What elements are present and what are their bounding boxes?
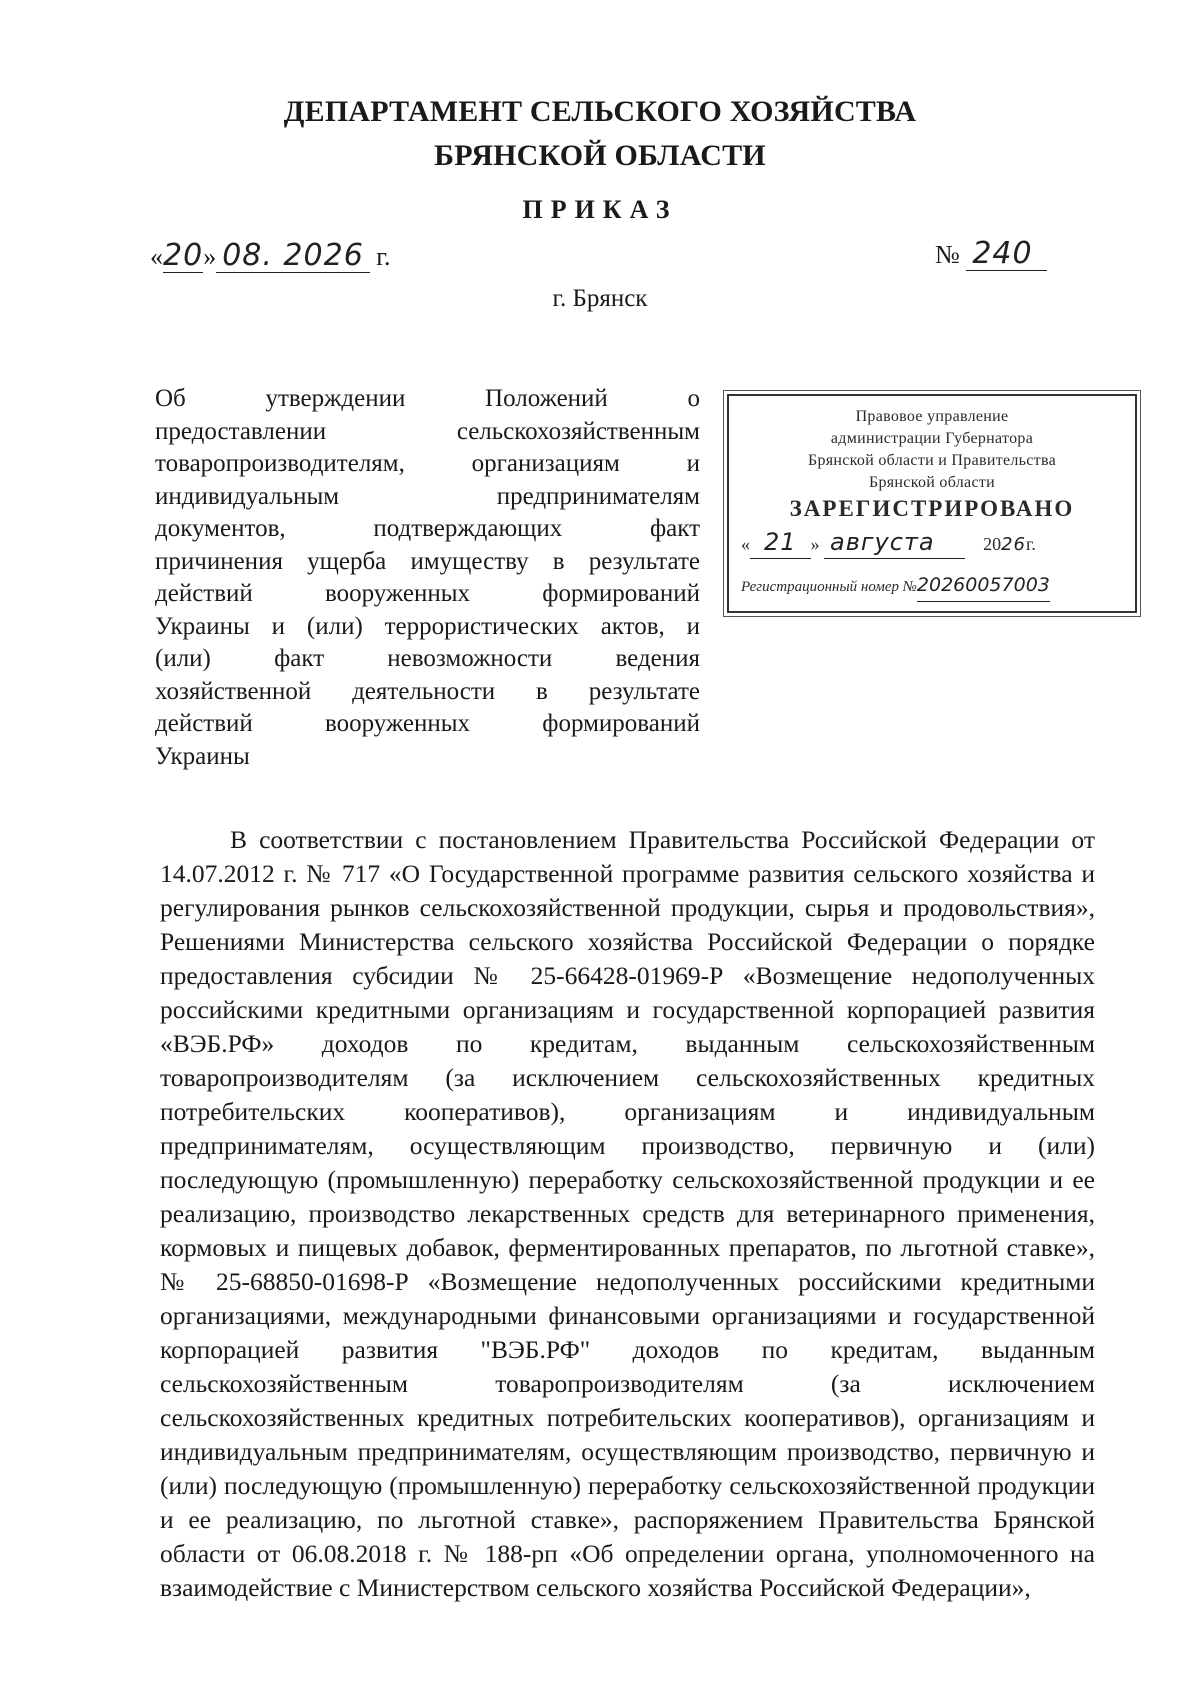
title-line: действий вооруженных формирований bbox=[155, 710, 700, 737]
stamp-date-year: 26 bbox=[1001, 534, 1026, 555]
stamp-date-suffix: г. bbox=[1026, 534, 1036, 554]
order-number bbox=[935, 238, 1047, 271]
document-type: ПРИКАЗ bbox=[522, 195, 678, 224]
title-line: товаропроизводителям, организациям и bbox=[155, 450, 700, 477]
date-day: 20 bbox=[163, 238, 204, 273]
stamp-reg-label: Регистрационный номер № bbox=[741, 579, 917, 595]
number-value: 240 bbox=[966, 238, 1046, 271]
date-suffix: г. bbox=[376, 242, 391, 271]
city: г. Брянск bbox=[552, 285, 648, 312]
stamp-status: ЗАРЕГИСТРИРОВАНО bbox=[789, 496, 1075, 521]
stamp-date-day: 21 bbox=[750, 526, 811, 559]
date-open-quote: « bbox=[150, 242, 163, 271]
stamp-organization bbox=[729, 406, 1135, 494]
title-line: Украины и (или) террористических актов, и bbox=[155, 612, 700, 640]
title-line: причинения ущерба имуществу в результате bbox=[155, 547, 700, 575]
stamp-org-line: Брянской области bbox=[868, 474, 996, 491]
title-line: индивидуальным предпринимателям bbox=[155, 482, 700, 510]
department-line-2: БРЯНСКОЙ ОБЛАСТИ bbox=[434, 139, 766, 172]
stamp-date-month: августа bbox=[824, 526, 965, 559]
title-line: хозяйственной деятельности в результате bbox=[155, 677, 700, 705]
stamp-date-close: » bbox=[810, 534, 820, 554]
number-prefix: № bbox=[935, 240, 960, 269]
stamp-org-line: администрации Губернатора bbox=[830, 430, 1034, 447]
stamp-date-year-prefix: 20 bbox=[983, 534, 1002, 554]
registration-stamp bbox=[727, 394, 1137, 613]
stamp-registration-number bbox=[729, 569, 1135, 602]
title-line: действий вооруженных формирований bbox=[155, 580, 700, 607]
date-month-year: 08. 2026 bbox=[216, 240, 370, 273]
title-line: (или) факт невозможности ведения bbox=[155, 645, 700, 672]
date-close-quote: » bbox=[203, 242, 217, 271]
title-line: Украины bbox=[155, 742, 250, 770]
title-line: предоставлении сельскохозяйственным bbox=[155, 417, 700, 445]
department-line-1: ДЕПАРТАМЕНТ СЕЛЬСКОГО ХОЗЯЙСТВА bbox=[283, 95, 917, 128]
order-date bbox=[150, 240, 391, 273]
order-title bbox=[155, 383, 700, 773]
title-line: документов, подтверждающих факт bbox=[155, 515, 700, 542]
title-line: Об утверждении Положений о bbox=[155, 385, 700, 412]
body-paragraph: В соответствии с постановлением Правительства Российской Федерации от 14.07.2012 г. № 717 «О Государственной программе развития сельского хозяйства и регулирования рынков сельскохозяйственной продукции, сырья и продовольствия», Решениями Министерства сельского хозяйства Российской Федерации о порядке предоставления субсидии № 25-66428-01969-Р «Возмещение недополученных российскими кредитными организациям и государственной корпорацией развития «ВЭБ.РФ» доходов по кредитам, выданным сельскохозяйственным товаропроизводителям (за исключением сельскохозяйственных кредитных потребительских кооперативов), организациям и индивидуальным предпринимателям, осуществляющим производство, первичную и (или) последующую (промышленную) переработку сельскохозяйственной продукции и ее реализацию, производство лекарственных средств для ветеринарного применения, кормовых и пищевых добавок, ферментированных препаратов, по льготной ставке», № 25-68850-01698-Р «Возмещение недополученных российскими кредитными организациями, международными финансовыми организациями и государственной корпорацией развития "ВЭБ.РФ" доходов по кредитам, выданным сельскохозяйственным товаропроизводителям (за исключением сельскохозяйственных кредитных потребительских кооперативов), организациям и индивидуальным предпринимателям, осуществляющим производство, первичную и (или) последующую (промышленную) переработку сельскохозяйственной продукции и ее реализацию, по льготной ставке», распоряжением Правительства Брянской области от 06.08.2018 г. № 188-рп «Об определении органа, уполномоченного на взаимодействие с Министерством сельского хозяйства Российской Федерации», bbox=[160, 825, 1095, 1602]
stamp-org-line: Брянской области и Правительства bbox=[807, 452, 1057, 469]
department-header bbox=[0, 90, 1200, 178]
stamp-date-open: « bbox=[741, 534, 750, 554]
stamp-reg-number: 20260057003 bbox=[917, 569, 1050, 602]
stamp-date bbox=[729, 526, 1135, 559]
stamp-org-line: Правовое управление bbox=[855, 408, 1009, 425]
